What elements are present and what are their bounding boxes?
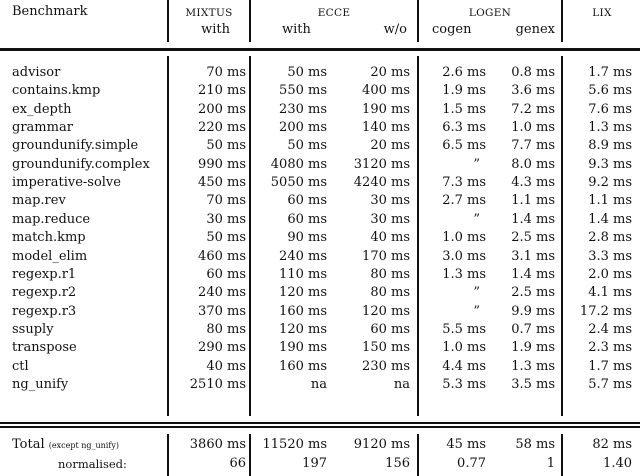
benchmark-name: model_elim — [12, 248, 88, 264]
normalised-label: normalised: — [58, 457, 127, 471]
cell-mixtus-with: 70 ms — [206, 193, 246, 209]
normalised-mixtus-with: 66 — [229, 456, 246, 471]
total-lix: 82 ms — [592, 437, 632, 452]
cell-lix: 2.4 ms — [588, 321, 632, 337]
cell-logen-cogen: 3.0 ms — [442, 248, 486, 264]
cell-logen-cogen: ” — [473, 211, 480, 227]
cell-logen-cogen: 5.3 ms — [442, 376, 486, 392]
cell-lix: 1.7 ms — [588, 358, 632, 374]
cell-ecce-with: 50 ms — [287, 138, 327, 154]
column-divider — [249, 434, 251, 476]
cell-logen-genex: 7.2 ms — [511, 101, 555, 117]
cell-ecce-without: 30 ms — [370, 211, 410, 227]
total-logen-genex: 58 ms — [515, 437, 555, 452]
cell-mixtus-with: 210 ms — [198, 83, 246, 99]
cell-logen-genex: 2.5 ms — [511, 285, 555, 301]
cell-logen-genex: 1.3 ms — [511, 358, 555, 374]
cell-logen-genex: 1.4 ms — [511, 211, 555, 227]
total-label: Total — [12, 437, 45, 452]
header-ecce: ECCE — [317, 7, 351, 19]
cell-lix: 8.9 ms — [588, 138, 632, 154]
header-logen-genex: genex — [515, 22, 555, 37]
normalised-ecce-with: 197 — [302, 456, 327, 471]
cell-ecce-with: 60 ms — [287, 211, 327, 227]
cell-ecce-with: 230 ms — [279, 101, 327, 117]
cell-logen-genex: 8.0 ms — [511, 156, 555, 172]
cell-logen-genex: 7.7 ms — [511, 138, 555, 154]
total-ecce-without: 9120 ms — [353, 437, 410, 452]
cell-logen-cogen: 7.3 ms — [442, 175, 486, 191]
cell-ecce-with: 4080 ms — [270, 156, 327, 172]
column-divider — [561, 56, 563, 416]
normalised-lix: 1.40 — [603, 456, 632, 471]
cell-ecce-without: 20 ms — [370, 138, 410, 154]
total-ecce-with: 11520 ms — [262, 437, 327, 452]
cell-mixtus-with: 990 ms — [198, 156, 246, 172]
total-label-group — [12, 437, 119, 454]
cell-ecce-without: 40 ms — [370, 230, 410, 246]
cell-lix: 1.7 ms — [588, 65, 632, 80]
cell-logen-cogen: 4.4 ms — [442, 358, 486, 374]
header-rule — [0, 48, 640, 51]
cell-ecce-with: 200 ms — [279, 120, 327, 136]
cell-ecce-with: 60 ms — [287, 193, 327, 209]
cell-mixtus-with: 70 ms — [206, 65, 246, 80]
benchmark-name: advisor — [12, 65, 61, 80]
header-ecce-without: w/o — [383, 22, 407, 37]
normalised-logen-cogen: 0.77 — [457, 456, 486, 471]
cell-mixtus-with: 40 ms — [206, 358, 246, 374]
cell-ecce-without: 80 ms — [370, 266, 410, 282]
cell-ecce-with: 120 ms — [279, 321, 327, 337]
cell-logen-genex: 0.8 ms — [511, 65, 555, 80]
cell-ecce-without: 230 ms — [362, 358, 410, 374]
column-divider — [561, 434, 563, 476]
benchmark-name: grammar — [12, 120, 73, 136]
cell-ecce-without: 140 ms — [362, 120, 410, 136]
cell-logen-genex: 4.3 ms — [511, 175, 555, 191]
cell-logen-genex: 3.5 ms — [511, 376, 555, 392]
benchmark-name: map.rev — [12, 193, 66, 209]
cell-logen-genex: 1.0 ms — [511, 120, 555, 136]
column-divider — [417, 56, 419, 416]
cell-mixtus-with: 2510 ms — [189, 376, 246, 392]
cell-ecce-without: 190 ms — [362, 101, 410, 117]
column-divider — [561, 0, 563, 42]
cell-logen-cogen: ” — [473, 285, 480, 301]
cell-ecce-with: 120 ms — [279, 285, 327, 301]
cell-lix: 2.3 ms — [588, 340, 632, 356]
benchmark-name: groundunify.simple — [12, 138, 139, 154]
cell-logen-cogen: 1.0 ms — [442, 230, 486, 246]
cell-ecce-with: 160 ms — [279, 358, 327, 374]
cell-ecce-without: na — [393, 376, 410, 392]
cell-ecce-without: 3120 ms — [353, 156, 410, 172]
column-divider — [417, 434, 419, 476]
cell-logen-cogen: 5.5 ms — [442, 321, 486, 337]
cell-logen-cogen: 2.6 ms — [442, 65, 486, 80]
column-divider — [249, 0, 251, 42]
cell-mixtus-with: 370 ms — [198, 303, 246, 319]
cell-ecce-without: 20 ms — [370, 65, 410, 80]
cell-mixtus-with: 460 ms — [198, 248, 246, 264]
cell-ecce-with: 90 ms — [287, 230, 327, 246]
total-mixtus-with: 3860 ms — [189, 437, 246, 452]
header-mixtus-with: with — [201, 22, 230, 37]
total-note: (except ng_unify) — [48, 441, 119, 450]
benchmark-name: regexp.r1 — [12, 266, 77, 282]
column-divider — [417, 0, 419, 42]
column-divider — [167, 0, 169, 42]
column-divider — [167, 434, 169, 476]
benchmark-name: regexp.r2 — [12, 285, 77, 301]
benchmark-name: ssuply — [12, 321, 54, 337]
benchmark-name: regexp.r3 — [12, 303, 77, 319]
header-logen-cogen: cogen — [432, 22, 472, 37]
cell-logen-cogen: 1.9 ms — [442, 83, 486, 99]
cell-logen-genex: 0.7 ms — [511, 321, 555, 337]
cell-lix: 1.4 ms — [588, 211, 632, 227]
cell-lix: 7.6 ms — [588, 101, 632, 117]
cell-mixtus-with: 290 ms — [198, 340, 246, 356]
cell-mixtus-with: 200 ms — [198, 101, 246, 117]
cell-logen-genex: 9.9 ms — [511, 303, 555, 319]
cell-ecce-without: 30 ms — [370, 193, 410, 209]
header-ecce-with: with — [282, 22, 311, 37]
cell-logen-genex: 3.1 ms — [511, 248, 555, 264]
header-lix: LIX — [592, 7, 612, 19]
cell-logen-genex: 2.5 ms — [511, 230, 555, 246]
benchmark-name: contains.kmp — [12, 83, 101, 99]
cell-logen-genex: 1.1 ms — [511, 193, 555, 209]
footer-rule-bottom — [0, 426, 640, 428]
cell-ecce-without: 400 ms — [362, 83, 410, 99]
cell-lix: 5.7 ms — [588, 376, 632, 392]
cell-lix: 17.2 ms — [579, 303, 632, 319]
cell-ecce-with: 190 ms — [279, 340, 327, 356]
cell-ecce-with: 240 ms — [279, 248, 327, 264]
cell-lix: 2.0 ms — [588, 266, 632, 282]
cell-logen-cogen: 2.7 ms — [442, 193, 486, 209]
benchmark-name: ctl — [12, 358, 29, 374]
benchmark-name: ng_unify — [12, 376, 69, 392]
cell-ecce-without: 4240 ms — [353, 175, 410, 191]
header-mixtus: MIXTUS — [185, 7, 233, 19]
cell-logen-genex: 1.4 ms — [511, 266, 555, 282]
cell-lix: 1.3 ms — [588, 120, 632, 136]
cell-mixtus-with: 60 ms — [206, 266, 246, 282]
cell-lix: 9.3 ms — [588, 156, 632, 172]
cell-mixtus-with: 80 ms — [206, 321, 246, 337]
header-benchmark: Benchmark — [12, 4, 88, 19]
cell-ecce-without: 150 ms — [362, 340, 410, 356]
cell-lix: 9.2 ms — [588, 175, 632, 191]
benchmark-name: ex_depth — [12, 101, 72, 117]
cell-logen-genex: 3.6 ms — [511, 83, 555, 99]
cell-lix: 2.8 ms — [588, 230, 632, 246]
cell-ecce-with: na — [310, 376, 327, 392]
column-divider — [167, 56, 169, 416]
benchmark-name: map.reduce — [12, 211, 91, 227]
cell-ecce-with: 50 ms — [287, 65, 327, 80]
cell-logen-cogen: 6.5 ms — [442, 138, 486, 154]
benchmark-name: groundunify.complex — [12, 156, 150, 172]
total-logen-cogen: 45 ms — [446, 437, 486, 452]
cell-ecce-without: 80 ms — [370, 285, 410, 301]
normalised-ecce-without: 156 — [385, 456, 410, 471]
cell-ecce-with: 160 ms — [279, 303, 327, 319]
cell-lix: 3.3 ms — [588, 248, 632, 264]
cell-ecce-with: 110 ms — [279, 266, 327, 282]
cell-logen-cogen: 1.3 ms — [442, 266, 486, 282]
cell-mixtus-with: 50 ms — [206, 138, 246, 154]
cell-ecce-with: 5050 ms — [270, 175, 327, 191]
cell-ecce-without: 60 ms — [370, 321, 410, 337]
benchmark-name: match.kmp — [12, 230, 86, 246]
cell-ecce-with: 550 ms — [279, 83, 327, 99]
cell-logen-cogen: 1.5 ms — [442, 101, 486, 117]
cell-lix: 4.1 ms — [588, 285, 632, 301]
footer-rule-top — [0, 422, 640, 424]
cell-mixtus-with: 240 ms — [198, 285, 246, 301]
cell-logen-cogen: 1.0 ms — [442, 340, 486, 356]
cell-lix: 5.6 ms — [588, 83, 632, 99]
cell-mixtus-with: 30 ms — [206, 211, 246, 227]
cell-logen-genex: 1.9 ms — [511, 340, 555, 356]
cell-mixtus-with: 50 ms — [206, 230, 246, 246]
cell-lix: 1.1 ms — [588, 193, 632, 209]
benchmark-name: imperative-solve — [12, 175, 121, 191]
cell-ecce-without: 120 ms — [362, 303, 410, 319]
cell-logen-cogen: ” — [473, 156, 480, 172]
cell-mixtus-with: 220 ms — [198, 120, 246, 136]
cell-logen-cogen: 6.3 ms — [442, 120, 486, 136]
column-divider — [249, 56, 251, 416]
cell-ecce-without: 170 ms — [362, 248, 410, 264]
normalised-logen-genex: 1 — [546, 456, 555, 471]
cell-logen-cogen: ” — [473, 303, 480, 319]
header-logen: LOGEN — [468, 7, 512, 19]
benchmark-name: transpose — [12, 340, 77, 356]
cell-mixtus-with: 450 ms — [198, 175, 246, 191]
